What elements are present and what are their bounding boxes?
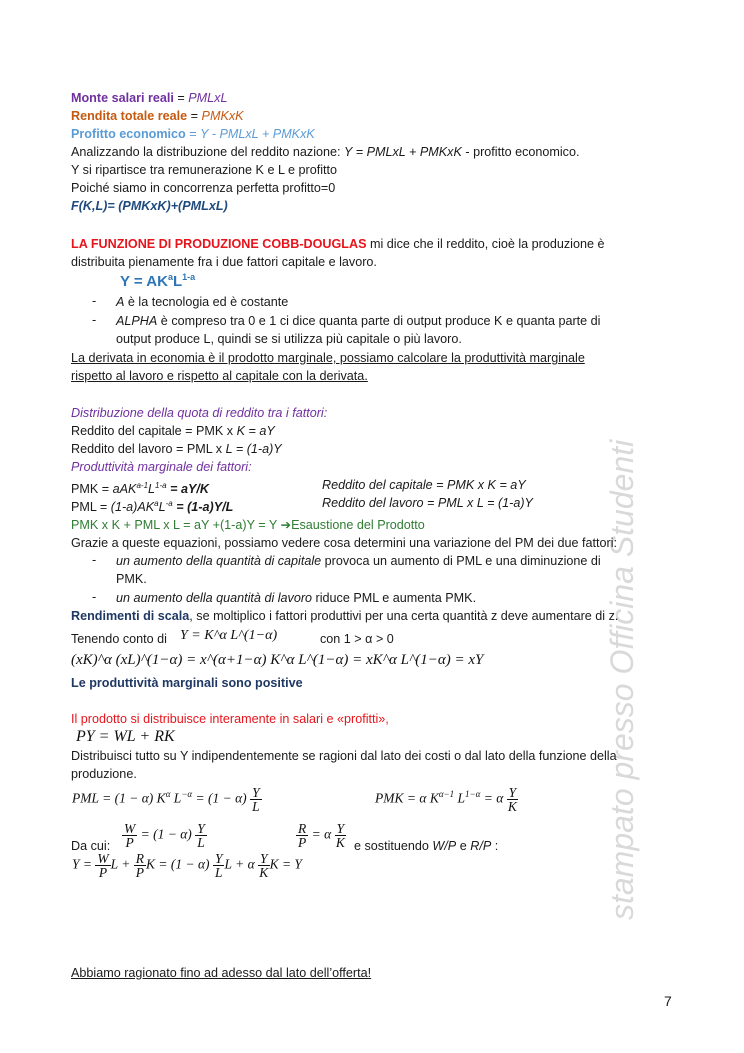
- cobb-douglas-formula: $Y = AK^aL^{1-a}$: [120, 272, 196, 290]
- da-cui-label: Da cui:: [71, 839, 111, 853]
- sostituendo-line: e sostituendo W/P e R/P :: [354, 839, 499, 853]
- fraction: $\frac{Y}{L}$: [197, 821, 205, 850]
- cobb-douglas-intro-2: distribuita pienamente fra i due fattori capitale e lavoro.: [71, 255, 377, 269]
- list-item: ALPHA è compreso tra 0 e 1 ci dice quanta parte di output produce K e quanta parte di: [116, 314, 601, 328]
- distribuisci-line-1: Distribuisci tutto su Y indipendentemente se ragioni dal lato dei costi o dal lato della funzione della: [71, 749, 617, 763]
- fraction: $\frac{W}{P}$: [124, 821, 136, 850]
- distribuisce-heading: Il prodotto si distribuisce interamente in salari e «profitti»,: [71, 712, 389, 726]
- fraction: $\frac{W}{P}$: [97, 851, 109, 880]
- fraction: $\frac{Y}{K}$: [507, 785, 517, 814]
- fraction: $\frac{Y}{K}$: [335, 821, 345, 850]
- pml-line: PML = $(1-a)AK^aL^{-a} = (1-a)Y/L$: [71, 499, 234, 515]
- dash-bullet: -: [92, 294, 97, 308]
- scale-equation: (xK)^α (xL)^(1−α) = x^(α+1−α) K^α L^(1−α) = xK^α L^(1−α) = xY: [71, 652, 484, 668]
- fraction: $\frac{R}{P}$: [298, 821, 307, 850]
- esaustione-line: PMK x K + PML x L = aY +(1-a)Y = Y ➔Esaustione del Prodotto: [71, 518, 425, 532]
- list-item-continuation: output produce L, quindi se si utilizza più capitale o più lavoro.: [116, 332, 462, 346]
- y-equation: Y = $\frac{W}{P}$ L + $\frac{R}{P}$ K = (1 − α) $\frac{Y}{L}$ L + α $\frac{Y}{K}$ K = Y: [72, 851, 302, 880]
- alpha-range: con 1 > α > 0: [320, 632, 394, 646]
- distribuisci-line-2: produzione.: [71, 767, 137, 781]
- abbiamo-ragionato-line: Abbiamo ragionato fino ad adesso dal lato dell’offerta!: [71, 966, 372, 980]
- wp-equation: $\frac{W}{P}$ = (1 − α) $\frac{Y}{L}$: [124, 821, 205, 850]
- reddito-lavoro-col2: Reddito del lavoro = PML x L = (1-a)Y: [322, 496, 533, 510]
- reddito-capitale-line: Reddito del capitale = PMK x K = aY: [71, 424, 275, 438]
- derivata-line-2: rispetto al lavoro e rispetto al capitale con la derivata.: [71, 369, 368, 383]
- reddito-capitale-col2: Reddito del capitale = PMK x K = aY: [322, 478, 526, 492]
- produttivita-heading: Produttività marginale dei fattori:: [71, 460, 252, 474]
- list-item: un aumento della quantità di lavoro riduce PML e aumenta PMK.: [116, 591, 477, 605]
- dash-bullet: -: [92, 313, 97, 327]
- tenendo-label: Tenendo conto di: [71, 632, 167, 646]
- dash-bullet: -: [92, 553, 97, 567]
- list-item-continuation: PMK.: [116, 572, 147, 586]
- monte-salari-line: Monte salari reali = PMLxL: [71, 91, 228, 105]
- profitto-economico-line: Profitto economico = Y - PMLxL + PMKxK: [71, 127, 315, 141]
- list-item: A è la tecnologia ed è costante: [116, 295, 289, 309]
- reddito-lavoro-line: Reddito del lavoro = PML x L = (1-a)Y: [71, 442, 282, 456]
- fraction: $\frac{Y}{L}$: [214, 851, 223, 880]
- cobb-douglas-intro: LA FUNZIONE DI PRODUZIONE COBB-DOUGLAS mi dice che il reddito, cioè la produzione è: [71, 237, 605, 251]
- grazie-line: Grazie a queste equazioni, possiamo vedere cosa determini una variazione del PM dei due fattori:: [71, 536, 618, 550]
- fraction: $\frac{Y}{K}$: [259, 851, 269, 880]
- list-item: un aumento della quantità di capitale provoca un aumento di PML e una diminuzione di: [116, 554, 601, 568]
- rp-equation: $\frac{R}{P}$ = α $\frac{Y}{K}$: [298, 821, 345, 850]
- derivata-line-1: La derivata in economia è il prodotto marginale, possiamo calcolare la produttività marginale: [71, 351, 585, 365]
- dash-bullet: -: [92, 590, 97, 604]
- py-equation: PY = WL + RK: [76, 728, 175, 745]
- tenendo-formula: Y = K^α L^(1−α): [180, 628, 278, 643]
- pmk-equation: PMK = α $K^{\alpha-1}$ $L^{1-\alpha} = \alpha$ $\frac{Y}{K}$: [375, 785, 517, 814]
- analizzando-line: Analizzando la distribuzione del reddito nazione: Y = PMLxL + PMKxK - profitto economico.: [71, 145, 580, 159]
- concorrenza-line: Poiché siamo in concorrenza perfetta profitto=0: [71, 181, 336, 195]
- pm-positive-line: Le produttività marginali sono positive: [71, 676, 303, 690]
- pml-equation: PML = (1 − α) $K^\alpha$ $L^{-\alpha} = (1 - \alpha)$ $\frac{Y}{L}$: [72, 785, 260, 814]
- page-number: 7: [664, 993, 672, 1009]
- ripartisce-line: Y si ripartisce tra remunerazione K e L e profitto: [71, 163, 337, 177]
- pmk-line: PMK = $aAK^{a-1}L^{1-a} = aY/K$: [71, 481, 209, 497]
- distribuzione-heading: Distribuzione della quota di reddito tra i fattori:: [71, 406, 328, 420]
- watermark: stampato presso Officina Studenti: [604, 439, 640, 920]
- f-kl-formula: F(K,L)= (PMKxK)+(PMLxL): [71, 199, 228, 213]
- fraction: $\frac{Y}{L}$: [252, 785, 260, 814]
- fraction: $\frac{R}{P}$: [135, 851, 144, 880]
- rendita-totale-line: Rendita totale reale = PMKxK: [71, 109, 244, 123]
- rendimenti-line: Rendimenti di scala, se moltiplico i fattori produttivi per una certa quantità z deve aumentare di z.: [71, 609, 619, 623]
